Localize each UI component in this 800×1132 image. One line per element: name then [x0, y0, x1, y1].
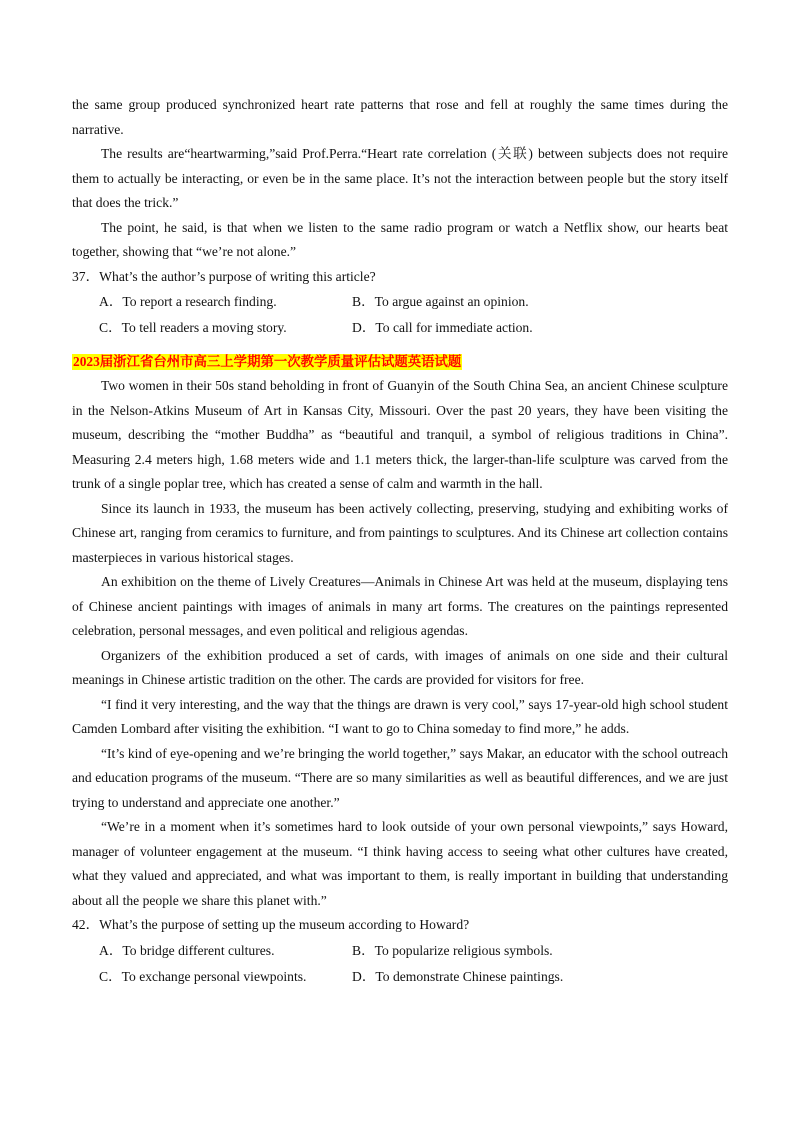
option-c: C．To exchange personal viewpoints.	[99, 968, 307, 984]
option-b: B．To argue against an opinion.	[352, 294, 529, 309]
option-b: B．To popularize religious symbols.	[352, 942, 553, 958]
answer-options	[72, 938, 728, 990]
paragraph: “I find it very interesting, and the way that the things are drawn is very cool,” says 17-year-old high school student Camden Lombard after visiting the exhibition. “I want to go to China someday to find more,” he adds.	[72, 696, 728, 736]
question-42	[72, 913, 728, 990]
option-a: A．To bridge different cultures.	[99, 942, 275, 958]
document-page	[72, 93, 728, 990]
paragraph: The point, he said, is that when we listen to the same radio program or watch a Netflix show, our hearts beat together, showing that “we’re not alone.”	[72, 219, 728, 259]
option-d: D．To demonstrate Chinese paintings.	[352, 968, 564, 984]
option-d: D．To call for immediate action.	[352, 320, 533, 335]
source-label: 2023届浙江省台州市高三上学期第一次教学质量评估试题英语试题	[73, 354, 462, 369]
paragraph: “We’re in a moment when it’s sometimes hard to look outside of your own personal viewpoints,” says Howard, manager of volunteer engagement at the museum. “I think having access to seeing what other cultures have created, what they valued and appreciated, and what was important to them, is really important in building that understanding about all the people we share this planet with.”	[72, 819, 728, 908]
answer-options	[72, 289, 728, 341]
option-c: C．To tell readers a moving story.	[99, 320, 287, 335]
paragraph: Since its launch in 1933, the museum has been actively collecting, preserving, studying and exhibiting works of Chinese art, ranging from ceramics to furniture, and from paintings to sculptures. And its Chinese art collection contains masterpieces in various historical stages.	[72, 500, 728, 565]
paragraph: Organizers of the exhibition produced a set of cards, with images of animals on one side and their cultural meanings in Chinese artistic tradition on the other. The cards are provided for visitors for free.	[72, 647, 728, 687]
paragraph: The results are“heartwarming,”said Prof.Perra.“Heart rate correlation (关联) between subjects does not require them to actually be interacting, or even be in the same place. It’s not the interaction between people but the story itself that does the trick.”	[72, 146, 728, 210]
question-text: 42．What’s the purpose of setting up the museum according to Howard?	[72, 917, 470, 932]
question-text: 37．What’s the author’s purpose of writing this article?	[72, 268, 376, 284]
question-37	[72, 265, 728, 342]
passage-2	[72, 351, 728, 990]
paragraph: the same group produced synchronized heart rate patterns that rose and fell at roughly the same times during the narrative.	[72, 97, 728, 137]
paragraph: An exhibition on the theme of Lively Creatures—Animals in Chinese Art was held at the museum, displaying tens of Chinese ancient paintings with images of animals in many art forms. The creatures on the paintings represented celebration, personal messages, and even political and religious agendas.	[72, 574, 728, 638]
option-a: A．To report a research finding.	[99, 294, 277, 309]
paragraph: Two women in their 50s stand beholding in front of Guanyin of the South China Sea, an ancient Chinese sculpture in the Nelson-Atkins Museum of Art in Kansas City, Missouri. Over the past 20 years, they have been visiting the museum, describing the “mother Buddha” as “beautiful and tranquil, a symbol of religious traditions in China”. Measuring 2.4 meters high, 1.68 meters wide and 1.1 meters thick, the larger-than-life sculpture was carved from the trunk of a single poplar tree, which has created a sense of calm and warmth in the hall.	[72, 378, 728, 491]
passage-1	[72, 93, 728, 341]
paragraph: “It’s kind of eye-opening and we’re bringing the world together,” says Makar, an educator with the school outreach and education programs of the museum. “There are so many similarities as well as beautiful differences, and we are just trying to understand and appreciate one another.”	[72, 745, 728, 810]
